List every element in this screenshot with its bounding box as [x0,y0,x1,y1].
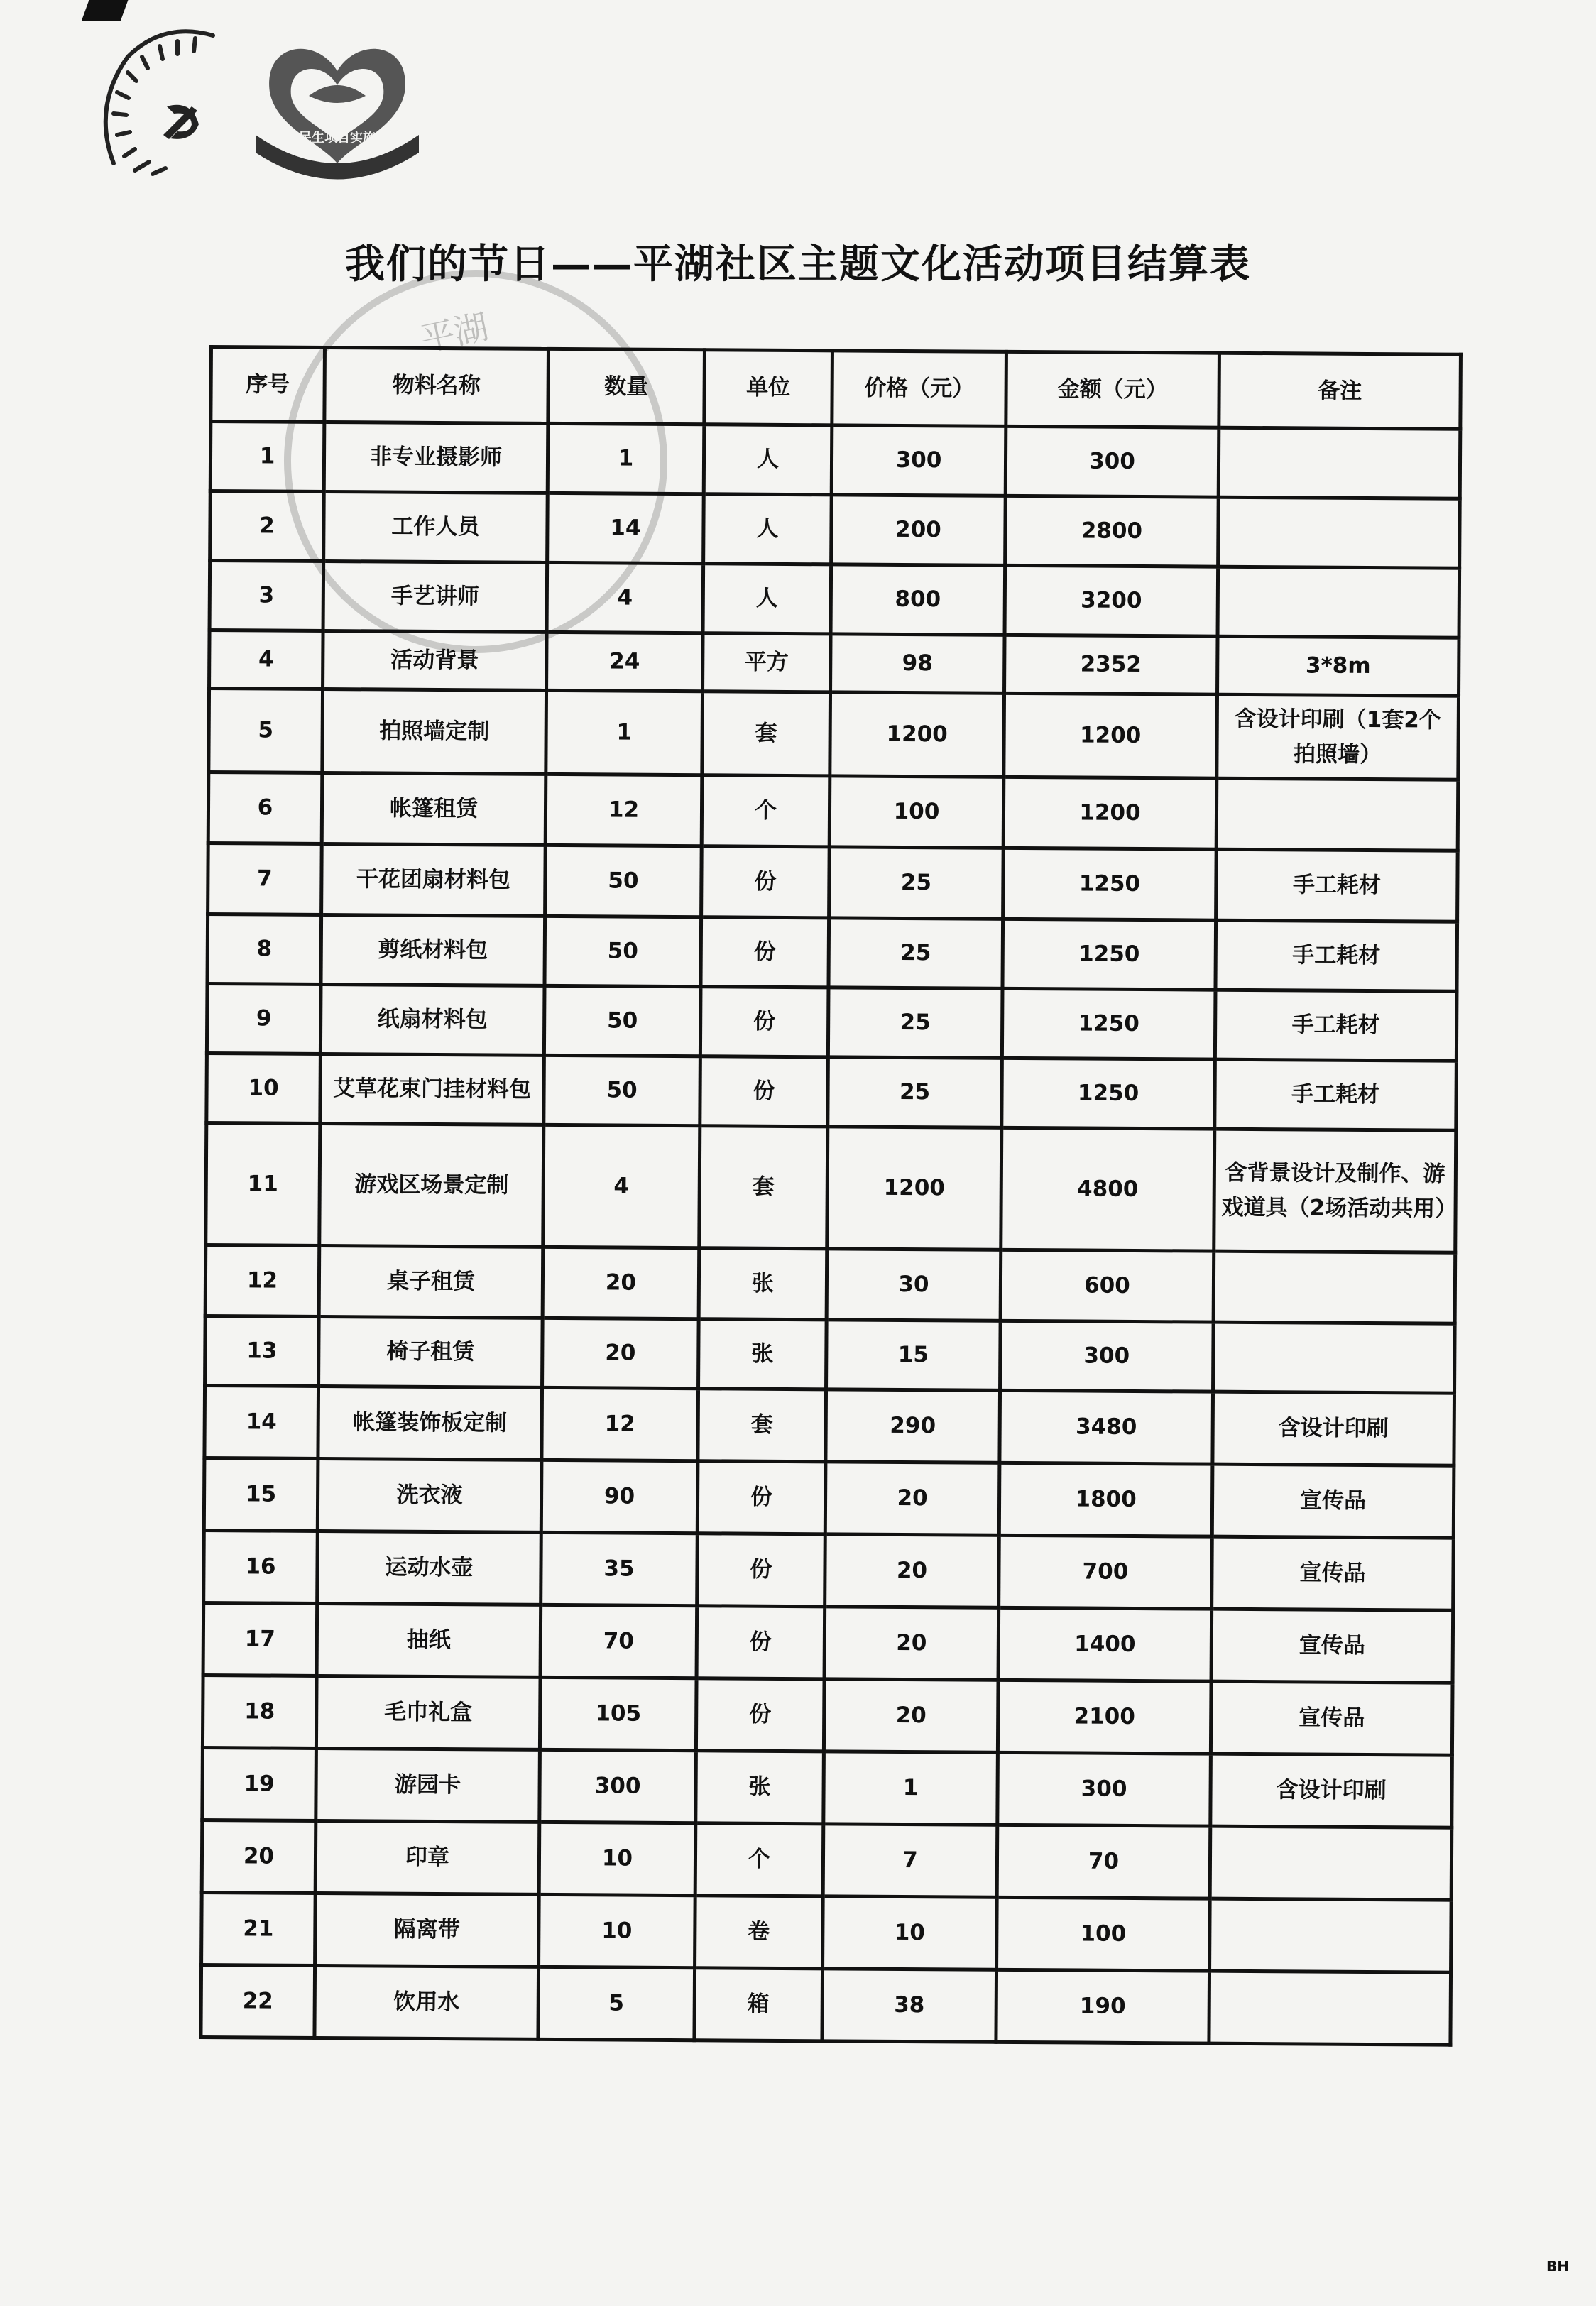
cell-price: 1 [824,1752,998,1825]
cell-name: 艾草花束门挂材料包 [320,1054,545,1125]
cell-price: 800 [831,564,1005,635]
cell-unit: 个 [701,775,830,847]
cell-no: 17 [203,1602,317,1676]
cell-unit: 套 [698,1389,826,1462]
cell-unit: 个 [695,1823,824,1896]
cell-no: 7 [208,843,322,915]
cell-note: 手工耗材 [1215,920,1458,991]
table-row [207,914,1458,992]
cell-name: 桌子租赁 [319,1245,543,1318]
party-logo-icon [85,21,227,185]
header-note: 备注 [1219,353,1461,429]
table-row [209,689,1459,780]
cell-price: 25 [829,847,1004,919]
corner-scan-mark [82,0,129,21]
cell-unit: 份 [700,1056,829,1127]
cell-note: 手工耗材 [1215,1059,1457,1130]
header-unit: 单位 [704,350,833,425]
cell-amount: 1250 [1002,919,1216,990]
cell-price: 25 [828,1057,1002,1127]
cell-name: 手艺讲师 [323,561,547,632]
cell-qty: 50 [544,985,701,1056]
cell-amount: 2800 [1005,496,1219,567]
cell-qty: 20 [542,1318,699,1388]
cell-note: 宣传品 [1210,1681,1453,1755]
cell-qty: 300 [540,1749,696,1823]
cell-price: 15 [826,1320,1001,1390]
cell-note [1209,1971,1451,2045]
table-row [205,1245,1455,1323]
cell-no: 20 [202,1820,316,1893]
cell-name: 饮用水 [315,1965,539,2039]
cell-price: 290 [826,1389,1000,1463]
cell-unit: 套 [702,692,831,776]
cell-qty: 50 [544,1055,701,1125]
table-row [202,1747,1453,1827]
cell-qty: 5 [538,1967,695,2040]
cell-no: 10 [207,1053,321,1123]
cell-no: 22 [201,1965,315,2038]
cell-unit: 份 [700,987,829,1057]
cell-no: 3 [209,561,324,631]
cell-name: 工作人员 [324,491,548,562]
cell-price: 10 [823,1896,998,1969]
cell-unit: 平方 [703,633,831,692]
cell-no: 19 [202,1747,317,1820]
cell-unit: 人 [704,425,832,495]
cell-price: 25 [828,988,1002,1058]
cell-name: 毛巾礼盒 [316,1676,540,1749]
cell-amount: 1200 [1003,777,1217,849]
cell-note: 手工耗材 [1215,990,1457,1061]
header-price: 价格（元） [832,351,1007,426]
cell-amount: 190 [996,1969,1210,2043]
cell-amount: 1800 [999,1463,1213,1536]
cell-note [1210,1826,1452,1900]
table-row [210,422,1460,499]
table-row [204,1530,1454,1610]
cell-name: 洗衣液 [317,1458,542,1532]
page-title: 我们的节日——平湖社区主题文化活动项目结算表 [345,241,1251,288]
cell-name: 抽纸 [317,1603,541,1677]
cell-no: 11 [206,1122,320,1245]
cell-qty: 105 [540,1677,696,1750]
cell-amount: 3200 [1005,565,1218,636]
cell-amount: 1250 [1003,848,1217,920]
table-row [209,561,1460,638]
cell-unit: 份 [696,1678,824,1752]
cell-no: 21 [202,1892,316,1965]
cell-name: 纸扇材料包 [320,984,545,1055]
cell-price: 1200 [830,692,1005,777]
community-logo-icon [248,28,426,185]
cell-qty: 50 [545,916,701,986]
cell-name: 拍照墙定制 [322,689,547,774]
cell-qty: 14 [547,493,704,563]
cell-name: 游园卡 [316,1748,540,1822]
cell-amount: 2100 [998,1680,1211,1754]
cell-qty: 24 [547,632,703,691]
table-row [207,1053,1457,1130]
cell-qty: 12 [542,1387,699,1460]
table-body [201,422,1460,2045]
cell-note: 手工耗材 [1216,849,1458,922]
cell-name: 帐篷租赁 [322,772,546,845]
table-row [201,1965,1451,2045]
table-row [203,1602,1453,1683]
table-row [206,1122,1456,1252]
cell-qty: 90 [541,1460,698,1533]
cell-name: 干花团扇材料包 [322,843,546,916]
cell-price: 20 [824,1679,998,1752]
cell-price: 25 [829,918,1003,988]
cell-amount: 70 [997,1825,1210,1898]
cell-name: 非专业摄影师 [324,422,548,493]
cell-unit: 人 [703,564,831,634]
cell-note: 宣传品 [1211,1609,1453,1683]
cell-name: 帐篷装饰板定制 [318,1386,542,1460]
cell-unit: 卷 [695,1896,824,1969]
stamp-text: 平湖 [417,307,492,361]
cell-unit: 套 [699,1126,828,1249]
cell-amount: 4800 [1001,1127,1215,1251]
cell-qty: 4 [547,562,704,633]
cell-unit: 份 [701,917,829,988]
cell-unit: 人 [704,494,832,564]
cell-unit: 份 [701,846,830,918]
cell-price: 100 [829,776,1004,848]
cell-no: 1 [210,422,324,492]
header-amount: 金额（元） [1006,351,1220,427]
cell-qty: 4 [543,1125,700,1247]
cell-price: 1200 [827,1127,1002,1250]
table-row [207,983,1457,1061]
cell-note: 含设计印刷 [1213,1392,1455,1465]
cell-note: 3*8m [1218,636,1459,696]
cell-name: 剪纸材料包 [321,914,545,985]
cell-no: 4 [209,630,323,689]
cell-amount: 100 [997,1897,1210,1971]
cell-no: 2 [210,491,324,562]
table-header-row [211,347,1461,430]
cell-name: 隔离带 [315,1893,540,1967]
cell-name: 印章 [315,1820,540,1894]
cell-unit: 份 [697,1534,826,1607]
cell-no: 14 [204,1385,319,1458]
header-no: 序号 [211,347,325,422]
cell-note [1213,1322,1455,1393]
cell-qty: 1 [546,690,703,775]
cell-qty: 35 [541,1532,698,1605]
cell-name: 椅子租赁 [319,1316,543,1387]
cell-amount: 1250 [1002,1058,1215,1129]
cell-amount: 1250 [1002,988,1215,1059]
cell-note [1216,778,1458,851]
cell-unit: 张 [696,1751,824,1824]
cell-note [1218,567,1460,638]
cell-amount: 300 [998,1752,1211,1826]
cell-qty: 70 [540,1605,697,1678]
cell-price: 20 [825,1534,1000,1607]
cell-no: 18 [202,1675,317,1748]
cell-note [1210,1898,1452,1972]
logo-caption: 民生项目实施 [299,131,376,146]
cell-no: 8 [207,914,322,985]
cell-note: 宣传品 [1212,1536,1454,1610]
cell-qty: 10 [539,1822,696,1895]
table-row [210,491,1460,569]
cell-price: 300 [831,425,1006,496]
cell-unit: 份 [696,1606,825,1679]
cell-no: 12 [205,1245,319,1316]
cell-no: 16 [204,1530,318,1603]
cell-qty: 10 [539,1894,696,1967]
cell-price: 20 [824,1607,999,1680]
header-qty: 数量 [548,349,705,424]
cell-no: 13 [205,1316,319,1386]
table-row [208,772,1458,851]
table-row [208,843,1458,922]
cell-note: 含背景设计及制作、游戏道具（2场活动共用） [1214,1129,1456,1252]
cell-note [1218,497,1460,568]
corner-text: BH [1546,2258,1569,2275]
cell-no: 15 [204,1458,318,1531]
cell-unit: 箱 [694,1968,823,2041]
cell-amount: 600 [1000,1250,1214,1322]
cell-no: 6 [208,772,322,844]
cell-unit: 张 [699,1319,827,1389]
table-row [209,630,1459,696]
cell-amount: 700 [999,1535,1213,1609]
table-row [205,1316,1455,1393]
cell-no: 9 [207,983,321,1054]
cell-price: 20 [825,1462,1000,1535]
table-row [202,1820,1452,1900]
cell-name: 活动背景 [323,630,547,690]
cell-price: 7 [823,1824,998,1897]
table-row [204,1458,1454,1538]
cell-unit: 份 [697,1461,826,1534]
cell-amount: 300 [1000,1321,1214,1392]
cell-amount: 300 [1005,426,1219,497]
cell-qty: 50 [545,845,702,917]
cell-note: 含设计印刷（1套2个拍照墙） [1217,694,1459,780]
settlement-table [199,345,1463,2047]
cell-amount: 3480 [1000,1390,1213,1464]
cell-name: 游戏区场景定制 [319,1123,544,1247]
header-name: 物料名称 [324,347,549,423]
cell-price: 30 [826,1249,1001,1321]
cell-note: 宣传品 [1212,1464,1454,1538]
cell-amount: 2352 [1005,635,1218,694]
cell-no: 5 [209,689,323,773]
cell-price: 38 [822,1969,997,2042]
cell-price: 98 [831,634,1005,693]
cell-unit: 张 [699,1248,827,1320]
cell-note [1218,427,1460,498]
table-row [202,1675,1453,1755]
table-row [202,1892,1452,1972]
cell-price: 200 [831,495,1006,565]
cell-qty: 20 [542,1247,699,1318]
cell-amount: 1200 [1004,693,1218,778]
cell-note: 含设计印刷 [1210,1754,1453,1827]
cell-qty: 12 [545,774,702,846]
cell-qty: 1 [547,423,704,493]
cell-name: 运动水壶 [317,1531,542,1605]
cell-amount: 1400 [998,1607,1212,1681]
cell-note [1213,1251,1455,1323]
table-row [204,1385,1455,1465]
